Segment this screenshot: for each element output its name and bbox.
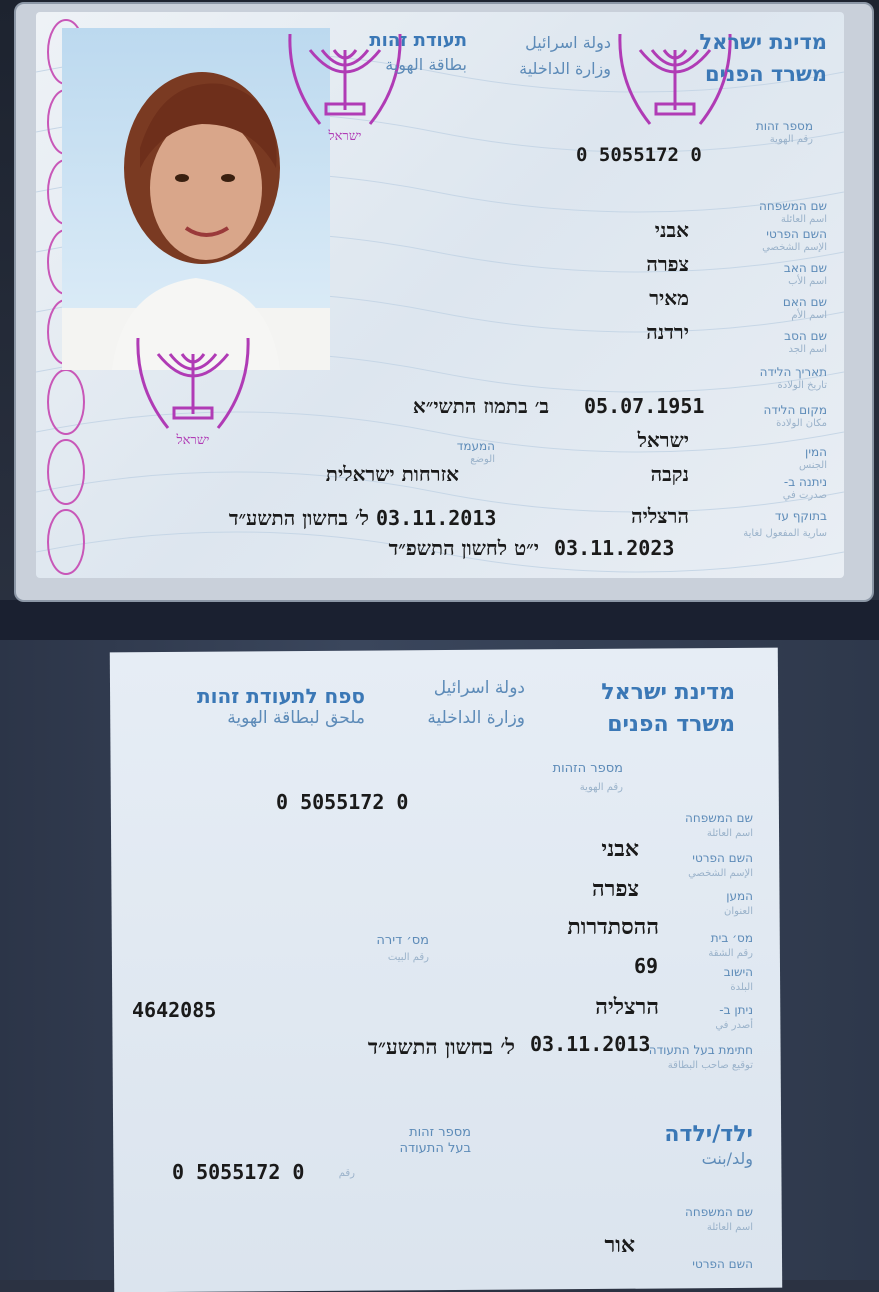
appendix-value-child-id: 0 5055172 0 [172, 1160, 305, 1184]
appendix-value-family: אבני [601, 836, 639, 862]
id-appendix [110, 648, 782, 1292]
appendix-value-house-no: 69 [634, 954, 659, 978]
card-doc-title-ar: بطاقة الهوية [385, 55, 467, 74]
label-birth-place-ar: مكان الولادة [776, 418, 827, 429]
value-given: צפרה [646, 252, 689, 276]
card-id-label-ar: رقم الهوية [769, 134, 813, 145]
appendix-label-child: ילד/ילדה [664, 1122, 753, 1147]
card-ministry-title-ar: وزارة الداخلية [519, 59, 611, 78]
label-birth-date-ar: تاريخ الولادة [777, 380, 827, 391]
svg-text:ישראל: ישראל [176, 433, 210, 448]
value-sex: נקבה [650, 462, 689, 486]
label-father-ar: اسم الأب [788, 276, 827, 287]
label-nationality: המעמד [456, 439, 495, 453]
value-mother: ירדנה [646, 320, 689, 344]
appendix-id-label: מספר הזהות [552, 761, 623, 776]
value-expiry-date-hebrew: י״ט לחשון התשפ״ד [388, 536, 539, 560]
value-citizenship: אזרחות ישראלית [325, 462, 459, 486]
appendix-label-holder-id-ar: رقم [338, 1168, 355, 1179]
appendix-label-issued-in-ar: أصدر في [715, 1020, 753, 1031]
appendix-label-signature-ar: توقيع صاحب البطاقة [667, 1060, 753, 1071]
appendix-value-street: ההסתדרות [567, 914, 659, 940]
appendix-state-title-ar: دولة اسرائيل [433, 678, 525, 698]
label-valid-until-ar: سارية المفعول لغاية [743, 528, 827, 539]
appendix-label-child-ar: ولد/بنت [701, 1149, 753, 1168]
appendix-label-family: שם המשפחה [685, 811, 753, 825]
appendix-label-child-given: השם הפרטי [692, 1257, 753, 1271]
appendix-state-title: מדינת ישראל [601, 680, 735, 705]
label-nationality-ar: الوضع [470, 454, 495, 465]
value-family: אבני [654, 218, 689, 242]
value-birth-date-hebrew: ב׳ בתמוז התשי״א [412, 394, 549, 418]
value-issued-place: הרצליה [631, 504, 689, 528]
appendix-label-signature: חתימת בעל התעודה [648, 1043, 753, 1057]
label-grandfather: שם הסב [784, 329, 827, 343]
menorah-emblem-icon [128, 318, 258, 448]
value-father: מאיר [649, 286, 689, 310]
value-issue-date-hebrew: ל׳ בחשון התשע״ד [228, 506, 369, 530]
appendix-label-city: הישוב [723, 965, 753, 979]
card-id-label: מספר זהות [755, 119, 813, 133]
appendix-title-ar: ملحق لبطاقة الهوية [227, 708, 365, 728]
appendix-label-address: המען [726, 889, 753, 903]
appendix-label-house-no-ar: رقم الشقة [708, 948, 753, 959]
appendix-value-city: הרצליה [595, 994, 659, 1020]
value-birth-date: 05.07.1951 [584, 394, 705, 418]
appendix-value-issue-date: 03.11.2013 [530, 1032, 651, 1056]
appendix-value-given: צפרה [592, 876, 639, 902]
appendix-ministry-title: משרד הפנים [607, 712, 735, 737]
appendix-label-apt-no-ar: رقم البيت [387, 952, 429, 963]
appendix-label-family-ar: اسم العائلة [706, 828, 753, 839]
appendix-value-serial: 4642085 [132, 998, 217, 1022]
label-grandfather-ar: اسم الجد [788, 344, 827, 355]
wallet-fold [0, 600, 879, 640]
appendix-label-city-ar: البلدة [730, 982, 753, 993]
value-issue-date: 03.11.2013 [376, 506, 497, 530]
appendix-label-house-no: מס׳ בית [710, 931, 753, 945]
label-issued-in-ar: صدرت في [782, 490, 827, 501]
label-sex: המין [805, 445, 827, 459]
label-given-ar: الإسم الشخصي [762, 242, 827, 253]
appendix-id-number: 0 5055172 0 [276, 790, 409, 814]
label-birth-place: מקום הלידה [763, 403, 827, 417]
label-family: שם המשפחה [759, 199, 827, 213]
card-doc-title: תעודת זהות [369, 30, 467, 51]
appendix-title: ספח לתעודת זהות [196, 684, 365, 708]
value-expiry-date: 03.11.2023 [554, 536, 675, 560]
card-state-title-ar: دولة اسرائيل [525, 33, 611, 52]
label-valid-until: בתוקף עד [774, 509, 827, 523]
appendix-label-given: השם הפרטי [692, 851, 753, 865]
appendix-value-child-name: אור [604, 1232, 635, 1258]
appendix-label-holder-id-2: בעל התעודה [399, 1141, 471, 1156]
label-birth-date: תאריך הלידה [759, 365, 827, 379]
label-mother-ar: اسم الأم [791, 310, 827, 321]
label-family-ar: اسم العائلة [780, 214, 827, 225]
appendix-label-apt-no: מס׳ דירה [376, 933, 429, 948]
label-father: שם האב [783, 261, 827, 275]
value-birth-place: ישראל [637, 428, 689, 452]
appendix-label-given-ar: الإسم الشخصي [688, 868, 753, 879]
appendix-ministry-title-ar: وزارة الداخلية [427, 708, 525, 728]
label-given: השם הפרטי [766, 227, 827, 241]
card-state-title: מדינת ישראל [699, 30, 827, 54]
appendix-label-holder-id: מספר זהות [409, 1125, 471, 1140]
label-issued-in: ניתנה ב- [783, 475, 827, 489]
appendix-label-issued-in: ניתן ב- [719, 1003, 753, 1017]
label-mother: שם האם [782, 295, 827, 309]
appendix-label-child-family-ar: اسم العائلة [706, 1222, 753, 1233]
label-sex-ar: الجنس [798, 460, 827, 471]
appendix-label-child-family: שם המשפחה [685, 1205, 753, 1219]
card-ministry-title: משרד הפנים [705, 62, 827, 86]
appendix-id-label-ar: رقم الهوية [579, 782, 623, 793]
appendix-value-issue-date-hebrew: ל׳ בחשון התשע״ד [367, 1034, 515, 1059]
appendix-label-address-ar: العنوان [724, 906, 753, 917]
svg-text:ישראל: ישראל [328, 129, 362, 144]
card-id-number: 0 5055172 0 [576, 144, 702, 166]
